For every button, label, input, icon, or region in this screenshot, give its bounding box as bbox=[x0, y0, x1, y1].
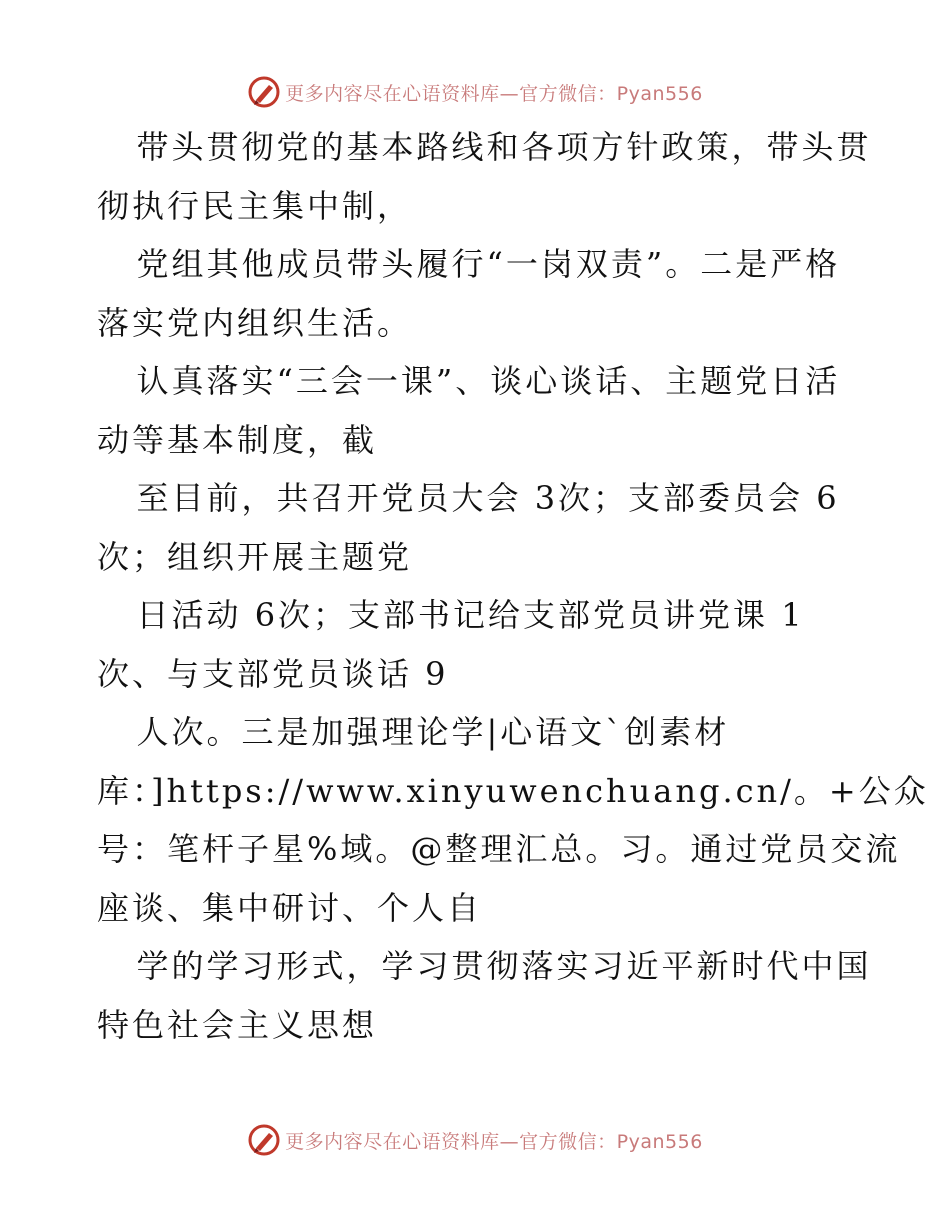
text-line: 动等基本制度，截 bbox=[97, 420, 378, 459]
text-line: 人次。三是加强理论学|心语文`创素材 bbox=[97, 713, 730, 751]
text-line: 学的学习形式，学习贯彻落实习近平新时代中国 bbox=[97, 947, 872, 985]
text-line: 至目前，共召开党员大会 3次；支部委员会 6 bbox=[97, 479, 840, 517]
text-line: 党组其他成员带头履行“一岗双责”。二是严格 bbox=[97, 245, 841, 283]
pen-logo-icon bbox=[247, 1123, 281, 1157]
footer-banner bbox=[0, 1120, 950, 1160]
wechat-id: Pyan556 bbox=[616, 82, 703, 105]
banner-text: 更多内容尽在心语资料库—官方微信：Pyan556 bbox=[285, 82, 703, 105]
text-line: 认真落实“三会一课”、谈心谈话、主题党日活 bbox=[97, 362, 841, 400]
text-line: 号：笔杆子星%域。@整理汇总。习。通过党员交流 bbox=[97, 830, 901, 868]
header-banner bbox=[0, 72, 950, 112]
banner-text: 更多内容尽在心语资料库—官方微信：Pyan556 bbox=[285, 1130, 703, 1153]
text-line: 落实党内组织生活。 bbox=[97, 303, 413, 342]
text-line: 次；组织开展主题党 bbox=[97, 537, 413, 576]
pen-logo-icon bbox=[247, 75, 281, 109]
text-line: 座谈、集中研讨、个人自 bbox=[97, 888, 483, 927]
text-line: 日活动 6次；支部书记给支部党员讲党课 1 bbox=[97, 596, 805, 634]
text-line: 库：]https://www.xinyuwenchuang.cn/。+公众 bbox=[97, 771, 929, 810]
text-line: 特色社会主义思想 bbox=[97, 1005, 378, 1044]
document-body bbox=[97, 118, 929, 1054]
wechat-id: Pyan556 bbox=[616, 1130, 703, 1153]
text-line: 彻执行民主集中制， bbox=[97, 186, 413, 225]
text-line: 带头贯彻党的基本路线和各项方针政策，带头贯 bbox=[97, 128, 872, 166]
text-line: 次、与支部党员谈话 9 bbox=[97, 654, 449, 693]
